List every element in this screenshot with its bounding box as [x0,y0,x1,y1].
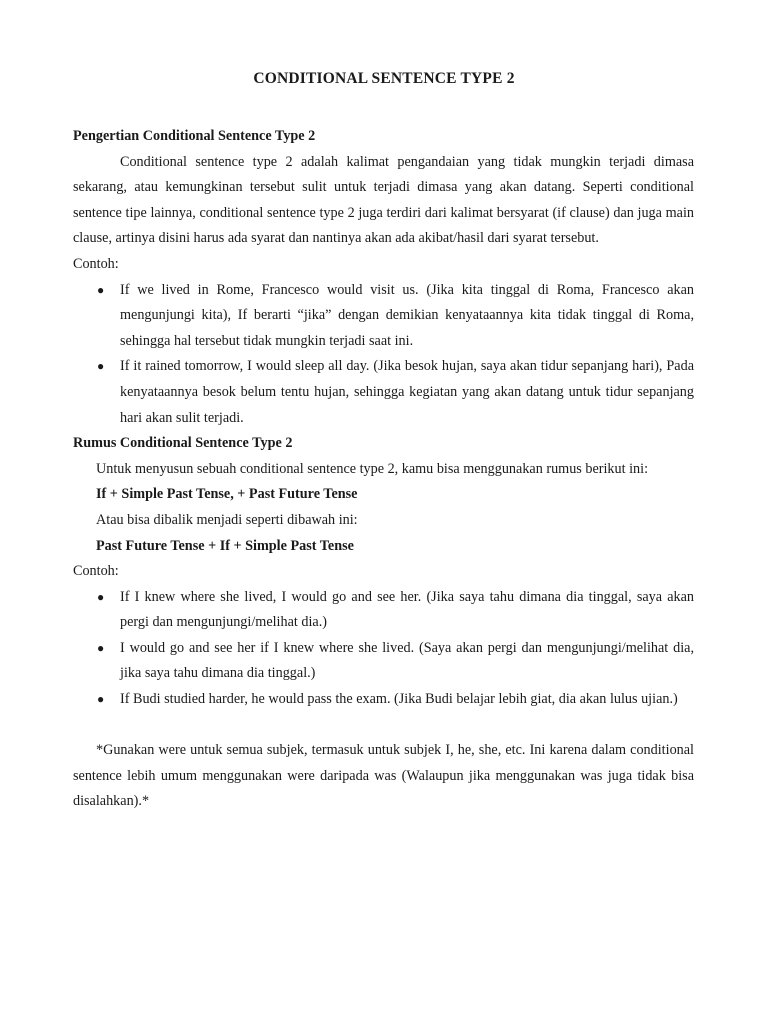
formula-reverse-note: Atau bisa dibalik menjadi seperti dibawah ini: [96,511,358,528]
definition-paragraph: Conditional sentence type 2 adalah kalimat pengandaian yang tidak mungkin terjadi dimasa sekarang, atau kemungkinan tersebut sulit untuk terjadi dimasa yang akan datang. Seperti conditional sentence tipe lainnya, conditional sentence type 2 juga terdiri dari kalimat bersyarat (if clause) dan juga main clause, artinya disini harus ada syarat dan nantinya akan ada akibat/hasil dari syarat tersebut. [73,153,694,247]
example-label: Contoh: [73,563,119,580]
example-list [73,585,694,713]
footnote-paragraph: *Gunakan were untuk semua subjek, termasuk untuk subjek I, he, she, etc. Ini karena dalam conditional sentence lebih umum menggunakan were daripada was (Walaupun jika menggunakan was juga tidak bisa disalahkan).* [73,742,694,810]
bullet-icon: ● [97,640,105,655]
list-item-text: If Budi studied harder, he would pass the exam. (Jika Budi belajar lebih giat, dia akan lulus ujian.) [120,691,678,708]
section-heading-definition: Pengertian Conditional Sentence Type 2 [73,128,316,144]
bullet-icon: ● [97,589,105,604]
example-list [73,278,694,432]
list-item [73,354,694,431]
document-title: CONDITIONAL SENTENCE TYPE 2 [253,70,515,87]
list-item-text: If I knew where she lived, I would go and see her. (Jika saya tahu dimana dia tinggal, saya akan pergi dan mengunjungi/melihat dia.) [120,588,694,631]
formula-intro-paragraph: Untuk menyusun sebuah conditional sentence type 2, kamu bisa menggunakan rumus berikut ini: [96,460,649,477]
bullet-icon: ● [97,692,105,707]
section-heading-formula: Rumus Conditional Sentence Type 2 [73,435,293,452]
formula-primary: If + Simple Past Tense, + Past Future Tense [96,486,358,503]
example-label: Contoh: [73,255,119,272]
bullet-icon: ● [97,282,105,297]
list-item-text: If we lived in Rome, Francesco would visit us. (Jika kita tinggal di Roma, Francesco akan mengunjungi kita), If berarti “jika” dengan demikian kenyataannya kita tidak tinggal di Roma, sehingga hal tersebut tidak mungkin terjadi saat ini. [120,281,694,349]
list-item-text: I would go and see her if I knew where she lived. (Saya akan pergi dan mengunjungi/melihat dia, jika saya tahu dimana dia tinggal.) [120,639,694,682]
blank-line [73,713,694,739]
list-item [73,687,694,713]
formula-reversed: Past Future Tense + If + Simple Past Tense [96,537,354,554]
list-item [73,636,694,687]
list-item [73,585,694,636]
list-item-text: If it rained tomorrow, I would sleep all day. (Jika besok hujan, saya akan tidur sepanjang hari), Pada kenyataannya besok belum tentu hujan, sehingga kegiatan yang akan datang untuk tidur sepanjang hari akan sulit terjadi. [120,358,694,426]
bullet-icon: ● [97,359,105,374]
document-body [73,124,694,815]
list-item [73,278,694,355]
